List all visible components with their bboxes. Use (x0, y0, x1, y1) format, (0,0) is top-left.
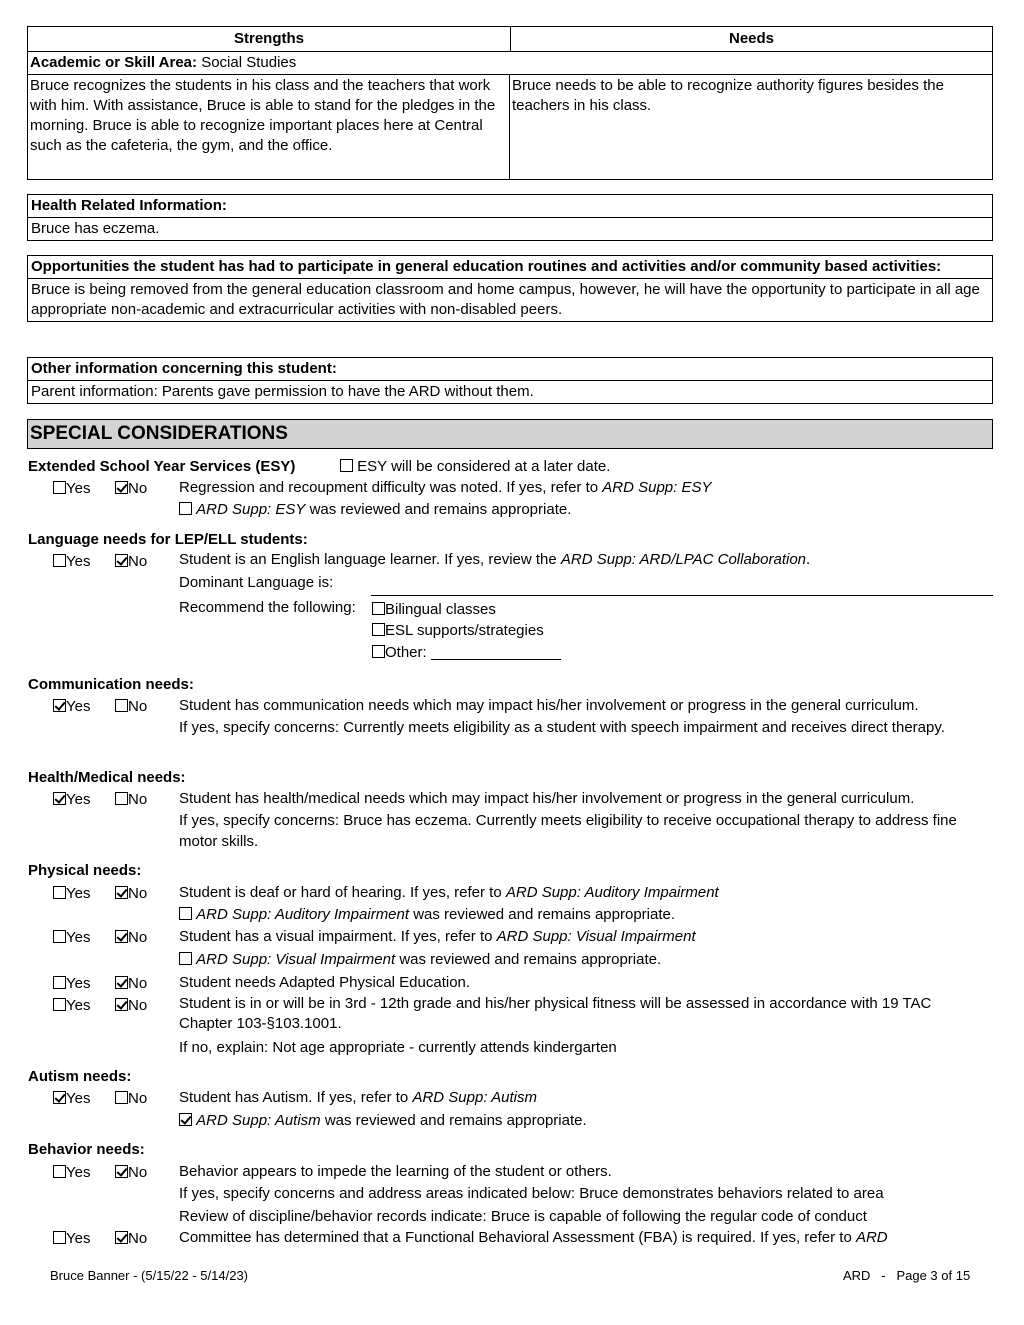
medical-label: Health/Medical needs: (28, 769, 186, 786)
fba-yes-checkbox[interactable] (53, 1231, 66, 1244)
hearing-question: Student is deaf or hard of hearing. If yes, refer to ARD Supp: Auditory Impairment (179, 884, 719, 901)
comm-text: Student has communication needs which may impact his/her involvement or progress in the general curriculum. If yes, specify concerns: Currently meets eligibility as a student with speech impairment and receives direct therapy. (179, 697, 945, 736)
dominant-language-field[interactable] (371, 595, 993, 596)
comm-label: Communication needs: (28, 676, 194, 693)
no-label: No (128, 698, 148, 715)
fba-no-checkbox[interactable] (115, 1231, 128, 1244)
special-considerations-header: SPECIAL CONSIDERATIONS (27, 419, 993, 449)
yes-label: Yes (66, 553, 91, 570)
health-info-label: Health Related Information: (31, 197, 227, 214)
visual-yes-checkbox[interactable] (53, 930, 66, 943)
dominant-language-label: Dominant Language is: (179, 574, 334, 591)
ape-no-checkbox[interactable] (115, 976, 128, 989)
yes-label: Yes (66, 791, 91, 808)
behavior-no-checkbox[interactable] (115, 1165, 128, 1178)
esy-later-checkbox[interactable] (340, 459, 353, 472)
hearing-supp-row: ARD Supp: Auditory Impairment was reviewed and remains appropriate. (179, 905, 675, 925)
behavior-yes-checkbox[interactable] (53, 1165, 66, 1178)
opportunities-value: Bruce is being removed from the general education classroom and home campus, however, he will have the opportunity to participate in all age appropriate non-academic and extracurricular activities with non-disabled peers. (28, 278, 992, 321)
behavior-review: Review of discipline/behavior records indicate: Bruce is capable of following the regular code of conduct (179, 1208, 867, 1225)
lang-no-checkbox[interactable] (115, 554, 128, 567)
visual-no-checkbox[interactable] (115, 930, 128, 943)
health-info-box (27, 194, 993, 241)
fba-question: Committee has determined that a Functional Behavioral Assessment (FBA) is required. If yes, refer to ARD (179, 1229, 888, 1246)
strengths-needs-table (27, 26, 993, 180)
visual-supp-checkbox[interactable] (179, 952, 192, 965)
no-label: No (128, 929, 148, 946)
ape-yes-checkbox[interactable] (53, 976, 66, 989)
no-label: No (128, 997, 148, 1014)
medical-yes-checkbox[interactable] (53, 792, 66, 805)
yes-label: Yes (66, 929, 91, 946)
skill-area-row (28, 52, 992, 75)
strengths-header: Strengths (28, 27, 511, 51)
other-info-box (27, 357, 993, 404)
esy-supp-checkbox[interactable] (179, 502, 192, 515)
skill-area-value: Social Studies (201, 54, 297, 71)
esy-label: Extended School Year Services (ESY) (28, 458, 296, 475)
other-field[interactable] (431, 645, 561, 660)
yes-label: Yes (66, 1090, 91, 1107)
no-label: No (128, 553, 148, 570)
footer-page: ARD - Page 3 of 15 (843, 1268, 971, 1283)
esy-supp-row: ARD Supp: ESY was reviewed and remains appropriate. (179, 500, 571, 520)
autism-question: Student has Autism. If yes, refer to ARD Supp: Autism (179, 1089, 537, 1106)
no-label: No (128, 791, 148, 808)
hearing-no-checkbox[interactable] (115, 886, 128, 899)
skill-area-label: Academic or Skill Area: (30, 54, 198, 71)
medical-text: Student has health/medical needs which may impact his/her involvement or progress in the general curriculum. If yes, specify concerns: Bruce has eczema. Currently meets eligibility to receive occupational therapy to address fine motor skills. (179, 790, 957, 850)
fitness-yes-checkbox[interactable] (53, 998, 66, 1011)
physical-label: Physical needs: (28, 862, 142, 879)
no-label: No (128, 975, 148, 992)
autism-no-checkbox[interactable] (115, 1091, 128, 1104)
medical-no-checkbox[interactable] (115, 792, 128, 805)
hearing-yes-checkbox[interactable] (53, 886, 66, 899)
esl-checkbox[interactable] (372, 623, 385, 636)
behavior-label: Behavior needs: (28, 1141, 145, 1158)
visual-question: Student has a visual impairment. If yes, refer to ARD Supp: Visual Impairment (179, 928, 696, 945)
no-label: No (128, 1090, 148, 1107)
no-label: No (128, 885, 148, 902)
opportunities-label: Opportunities the student has had to participate in general education routines and activities and/or community based activities: (31, 258, 942, 275)
yes-label: Yes (66, 480, 91, 497)
footer-student: Bruce Banner - (5/15/22 - 5/14/23) (50, 1268, 249, 1283)
no-label: No (128, 480, 148, 497)
esl-label: ESL supports/strategies (385, 622, 544, 639)
recommend-label: Recommend the following: (179, 599, 356, 616)
autism-label: Autism needs: (28, 1068, 132, 1085)
health-info-value: Bruce has eczema. (28, 217, 992, 240)
esy-question: Regression and recoupment difficulty was noted. If yes, refer to ARD Supp: ESY (179, 479, 712, 496)
autism-supp-row: ARD Supp: Autism was reviewed and remains appropriate. (179, 1111, 587, 1131)
ape-question: Student needs Adapted Physical Education. (179, 974, 471, 991)
no-label: No (128, 1164, 148, 1181)
bilingual-checkbox[interactable] (372, 602, 385, 615)
fitness-question: Student is in or will be in 3rd - 12th grade and his/her physical fitness will be assessed in accordance with 19 TAC Chapter 103-§103.1001. (179, 995, 932, 1032)
autism-yes-checkbox[interactable] (53, 1091, 66, 1104)
lang-question: Student is an English language learner. If yes, review the ARD Supp: ARD/LPAC Collaboration. (179, 551, 811, 568)
fitness-no-checkbox[interactable] (115, 998, 128, 1011)
esy-yes-checkbox[interactable] (53, 481, 66, 494)
needs-header: Needs (728, 30, 775, 47)
esy-no-checkbox[interactable] (115, 481, 128, 494)
yes-label: Yes (66, 1164, 91, 1181)
other-info-label: Other information concerning this student: (31, 360, 337, 377)
yes-label: Yes (66, 698, 91, 715)
esy-later-text: ESY will be considered at a later date. (357, 458, 611, 475)
behavior-concerns: If yes, specify concerns and address areas indicated below: Bruce demonstrates behaviors related to area (179, 1185, 884, 1202)
other-checkbox[interactable] (372, 645, 385, 658)
bilingual-label: Bilingual classes (385, 601, 496, 618)
needs-text: Bruce needs to be able to recognize authority figures besides the teachers in his class. (512, 77, 944, 114)
autism-supp-checkbox[interactable] (179, 1113, 192, 1126)
opportunities-box (27, 255, 993, 322)
yes-label: Yes (66, 1230, 91, 1247)
lang-yes-checkbox[interactable] (53, 554, 66, 567)
comm-yes-checkbox[interactable] (53, 699, 66, 712)
hearing-supp-checkbox[interactable] (179, 907, 192, 920)
yes-label: Yes (66, 885, 91, 902)
yes-label: Yes (66, 975, 91, 992)
lang-label: Language needs for LEP/ELL students: (28, 531, 308, 548)
other-info-value: Parent information: Parents gave permission to have the ARD without them. (28, 380, 992, 403)
yes-label: Yes (66, 997, 91, 1014)
other-label: Other: (385, 644, 427, 661)
fitness-explain: If no, explain: Not age appropriate - currently attends kindergarten (179, 1039, 617, 1056)
comm-no-checkbox[interactable] (115, 699, 128, 712)
visual-supp-row: ARD Supp: Visual Impairment was reviewed and remains appropriate. (179, 950, 661, 970)
behavior-question: Behavior appears to impede the learning of the student or others. (179, 1163, 612, 1180)
no-label: No (128, 1230, 148, 1247)
strengths-text: Bruce recognizes the students in his class and the teachers that work with him. With assistance, Bruce is able to stand for the pledges in the morning. Bruce is able to recognize important places here at Central such as the cafeteria, the gym, and the office. (28, 75, 510, 179)
